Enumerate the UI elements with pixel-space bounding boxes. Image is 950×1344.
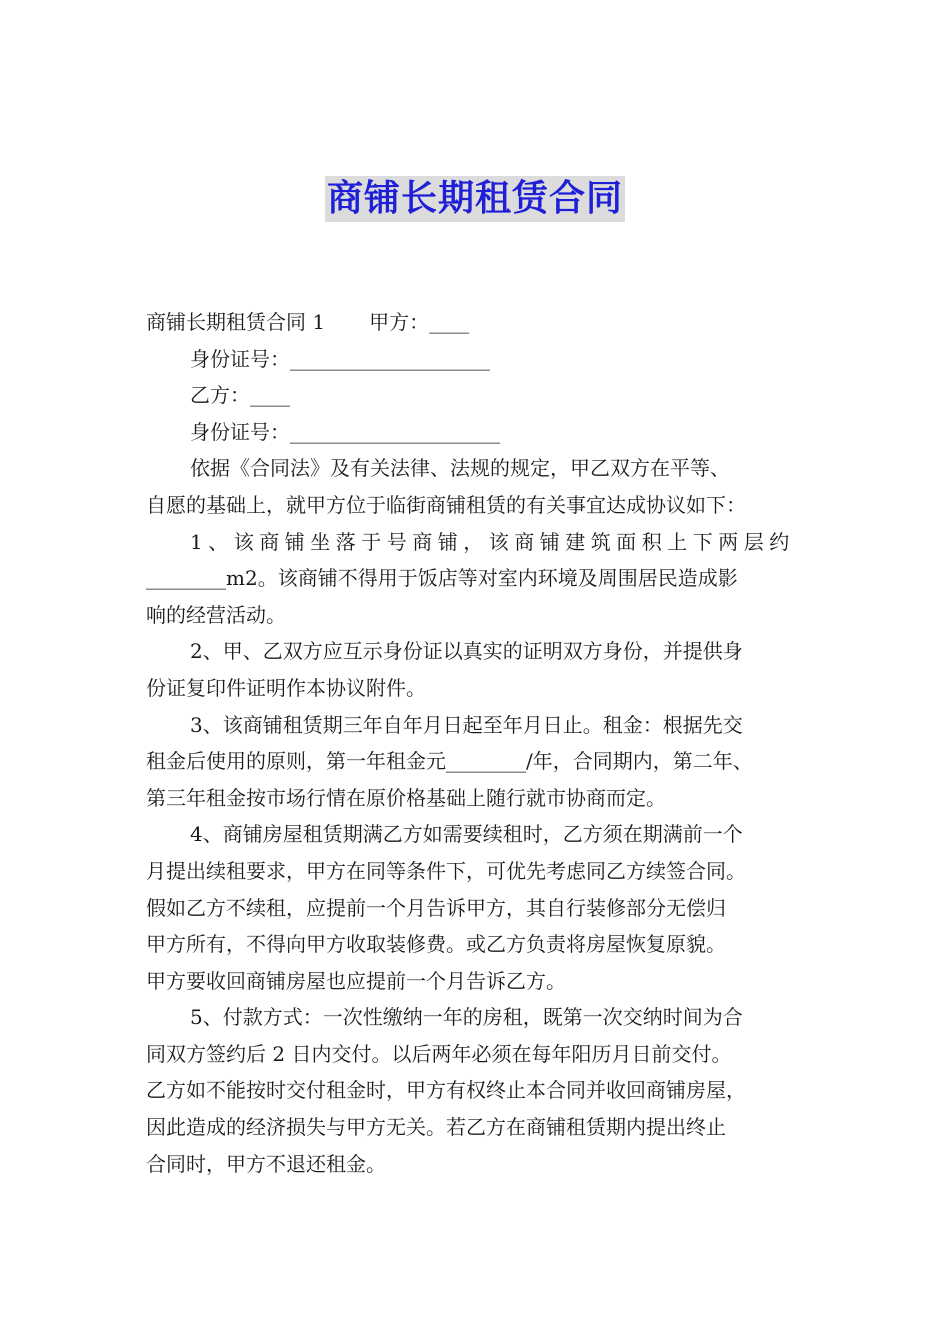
document-title: 商铺长期租赁合同 [325,176,625,222]
id-b-line: 身份证号：_____________________ [190,419,500,444]
clause-1-line-2: ________m2。该商铺不得用于饭店等对室内环境及周围居民造成影 [146,566,738,591]
header-line [146,304,806,341]
title-container [0,176,950,222]
clause-5-line-1: 5、付款方式：一次性缴纳一年的房租，既第一次交纳时间为合 [190,1005,743,1030]
contract-name: 商铺长期租赁合同 1 [146,310,326,334]
clause-4-line-1: 4、商铺房屋租赁期满乙方如需要续租时，乙方须在期满前一个 [190,822,743,847]
clause-4-line-5: 甲方要收回商铺房屋也应提前一个月告诉乙方。 [146,968,566,993]
party-b-line: 乙方：____ [190,383,290,408]
clause-1-line-1: 1、该商铺坐落于号商铺，该商铺建筑面积上下两层约 [190,529,795,554]
clause-4-line-2: 月提出续租要求，甲方在同等条件下，可优先考虑同乙方续签合同。 [146,858,746,883]
clause-5-line-4: 因此造成的经济损失与甲方无关。若乙方在商铺租赁期内提出终止 [146,1115,726,1140]
clause-2-line-2: 份证复印件证明作本协议附件。 [146,675,426,700]
clause-3-line-3: 第三年租金按市场行情在原价格基础上随行就市协商而定。 [146,785,666,810]
clause-2-line-1: 2、甲、乙双方应互示身份证以真实的证明双方身份，并提供身 [190,639,743,664]
clause-3-line-1: 3、该商铺租赁期三年自年月日起至年月日止。租金：根据先交 [190,712,743,737]
clause-5-line-3: 乙方如不能按时交付租金时，甲方有权终止本合同并收回商铺房屋， [146,1078,746,1103]
clause-3-line-2: 租金后使用的原则，第一年租金元________/年，合同期内，第二年、 [146,749,753,774]
clause-5-line-5: 合同时，甲方不退还租金。 [146,1151,386,1176]
intro-line-2: 自愿的基础上，就甲方位于临街商铺租赁的有关事宜达成协议如下： [146,492,746,517]
id-a-line: 身份证号：____________________ [190,346,490,371]
document-body [146,304,806,1182]
clause-4-line-4: 甲方所有，不得向甲方收取装修费。或乙方负责将房屋恢复原貌。 [146,932,726,957]
clause-4-line-3: 假如乙方不续租，应提前一个月告诉甲方，其自行装修部分无偿归 [146,895,726,920]
party-a-label: 甲方：____ [369,310,470,334]
clause-1-line-3: 响的经营活动。 [146,602,286,627]
clause-5-line-2: 同双方签约后 2 日内交付。以后两年必须在每年阳历月日前交付。 [146,1041,732,1066]
intro-line-1: 依据《合同法》及有关法律、法规的规定，甲乙双方在平等、 [190,456,730,481]
